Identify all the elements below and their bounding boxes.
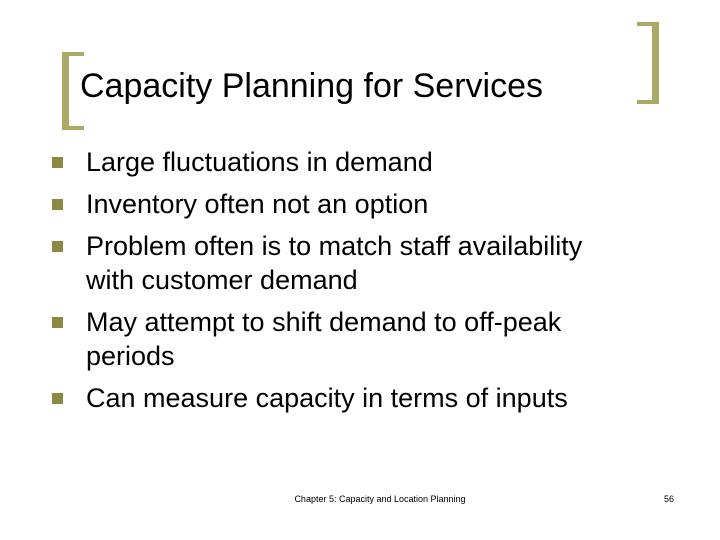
right-bracket-top [637, 22, 659, 26]
bullet-text: Large fluctuations in demand [86, 147, 433, 177]
bullet-text: Problem often is to match staff availability [86, 231, 583, 261]
square-bullet-icon [52, 199, 63, 210]
right-bracket-bottom [637, 100, 659, 104]
square-bullet-icon [52, 241, 63, 252]
bullet-text: Can measure capacity in terms of inputs [86, 383, 568, 413]
bullet-text-continuation: periods [86, 341, 175, 371]
bullet-item [52, 229, 702, 297]
square-bullet-icon [52, 317, 63, 328]
left-bracket-top [62, 52, 84, 56]
bullet-text: Inventory often not an option [86, 189, 429, 219]
slide-title: Capacity Planning for Services [80, 67, 544, 105]
bullet-list [52, 145, 702, 415]
bullet-text-continuation: with customer demand [86, 265, 358, 295]
bullet-item [52, 187, 702, 221]
square-bullet-icon [52, 157, 63, 168]
bullet-item [52, 381, 702, 415]
right-bracket-vertical [652, 22, 659, 104]
footer-chapter-text: Chapter 5: Capacity and Location Planning [294, 494, 466, 504]
bullet-item [52, 145, 702, 179]
page-number: 56 [663, 494, 674, 504]
left-bracket-bottom [62, 126, 84, 130]
left-bracket-vertical [62, 52, 69, 130]
bullet-text: May attempt to shift demand to off-peak [86, 307, 562, 337]
bullet-item [52, 305, 702, 373]
square-bullet-icon [52, 393, 63, 404]
